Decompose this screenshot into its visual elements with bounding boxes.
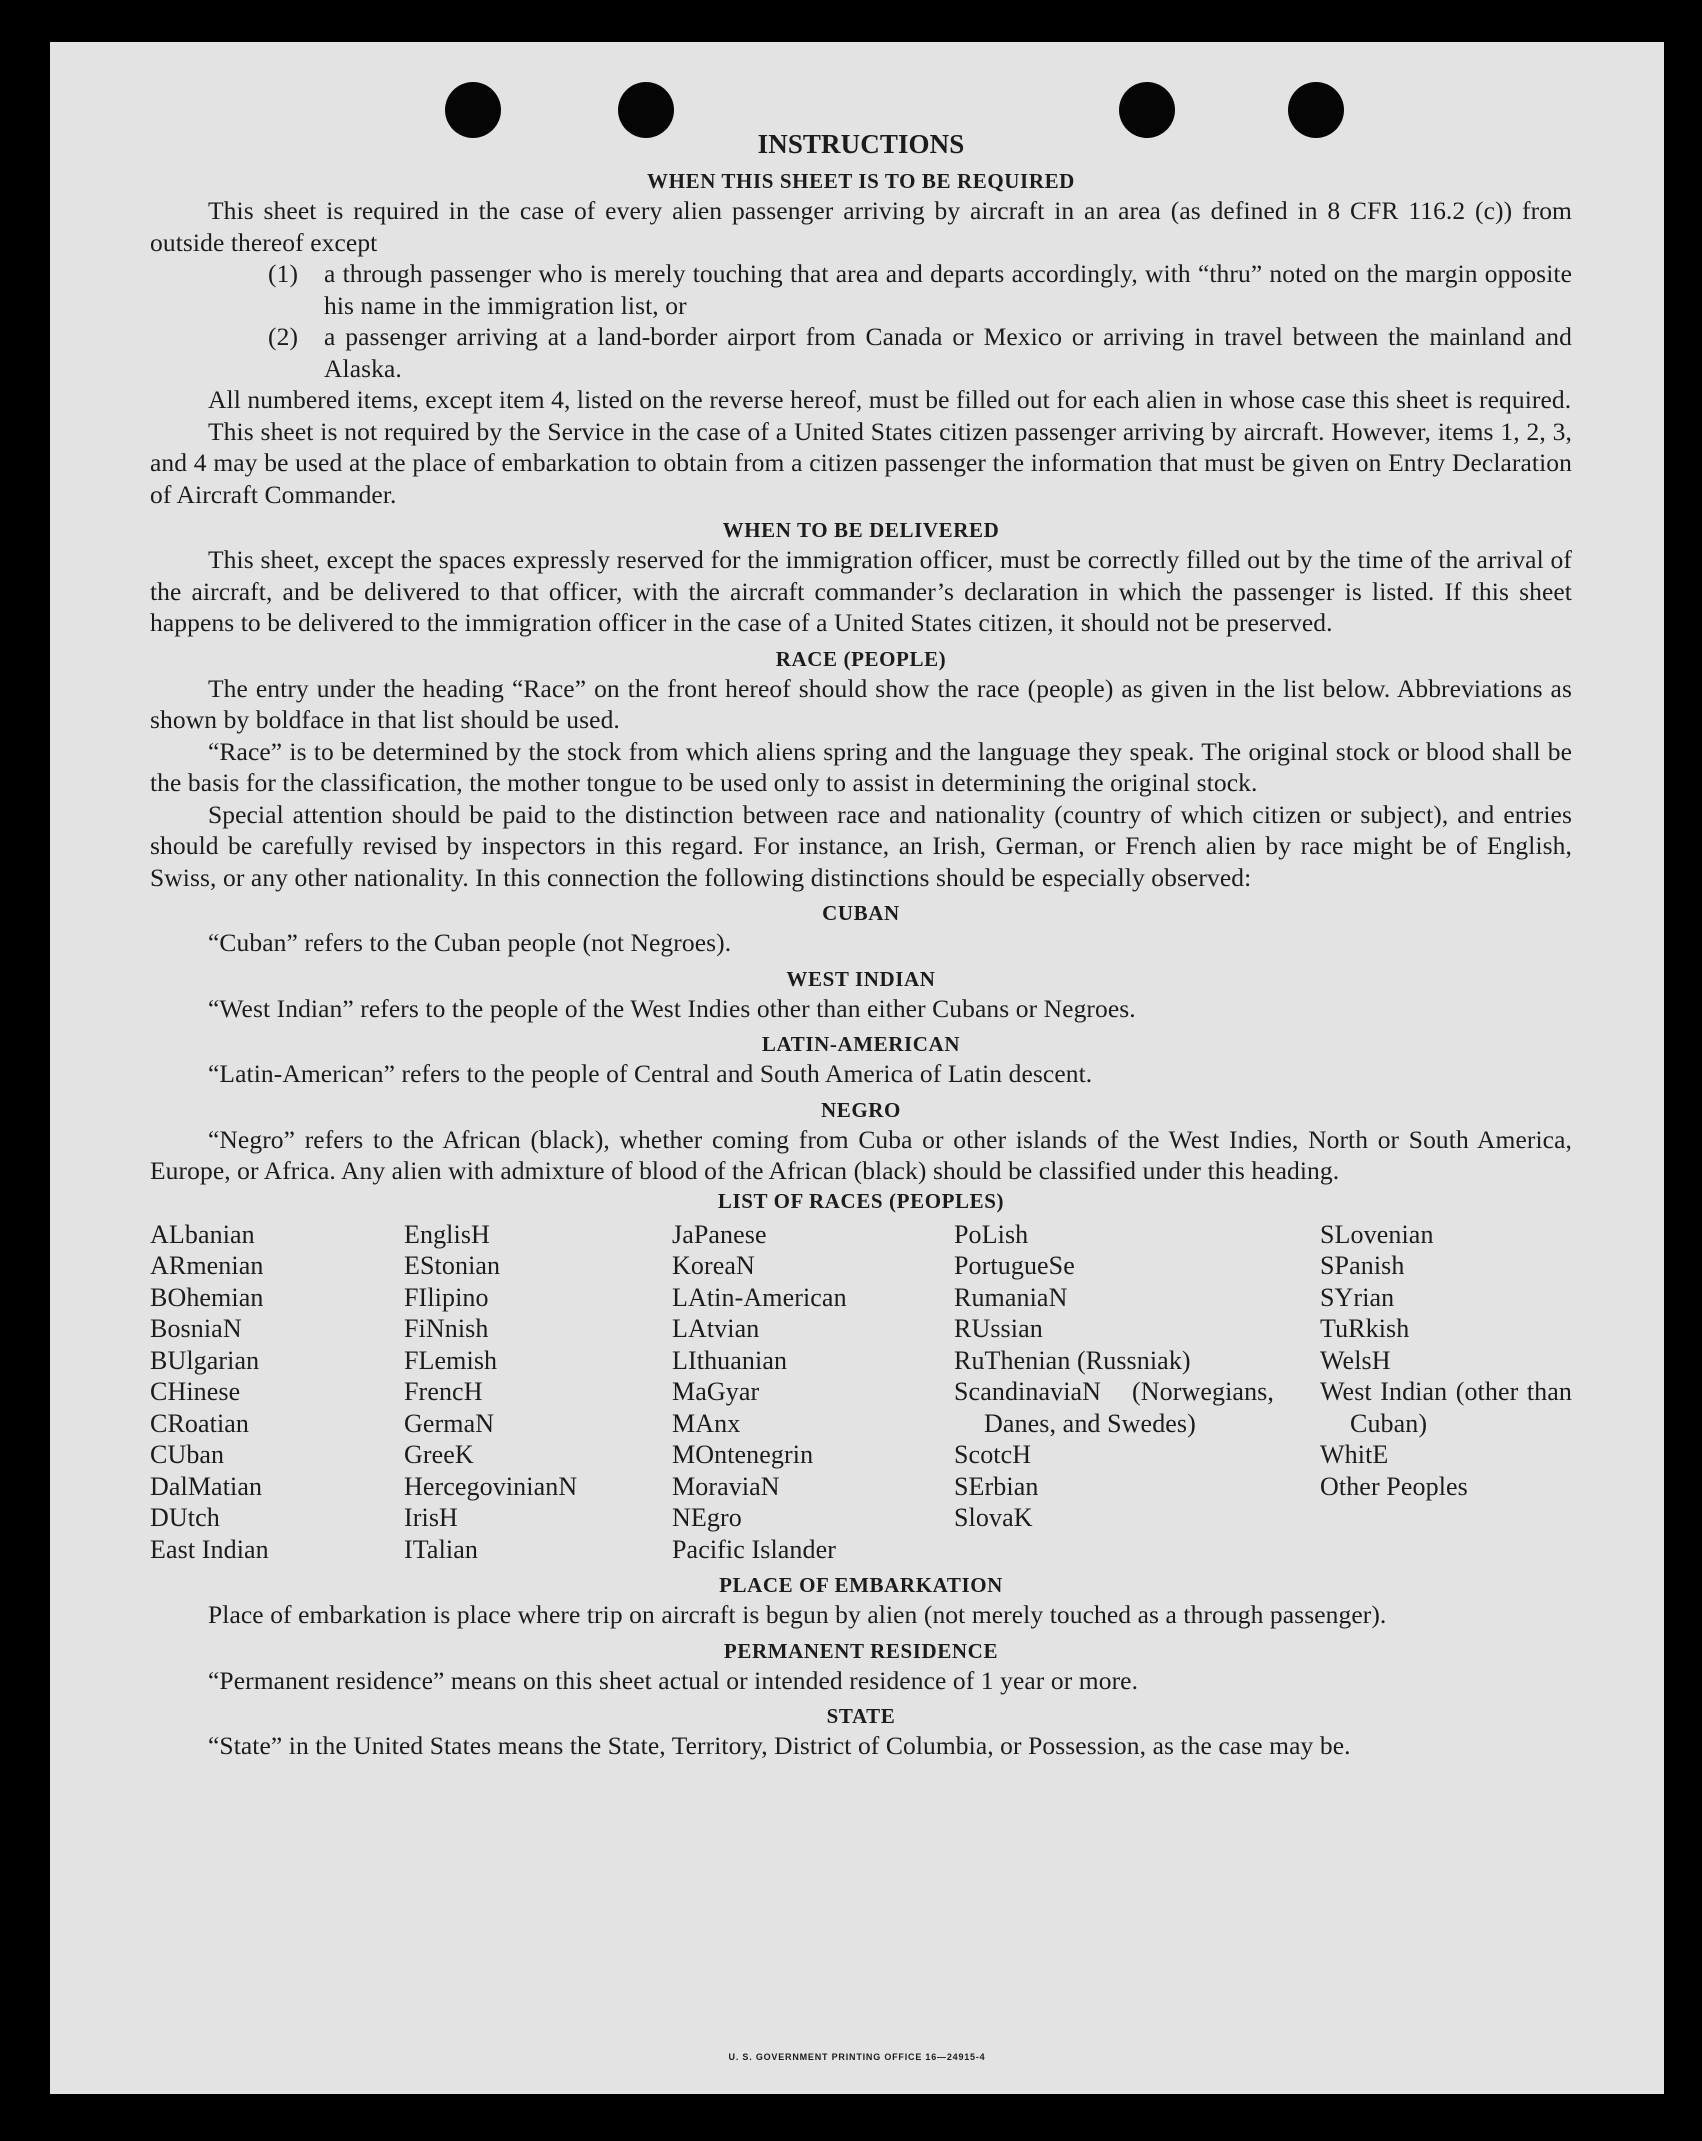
race-entry: MOntenegrin xyxy=(672,1440,814,1469)
race-entry: EnglisH xyxy=(404,1219,490,1249)
races-table xyxy=(150,1219,1572,1566)
race-entry: LAtin-American xyxy=(672,1282,847,1312)
race-entry: NEgro xyxy=(672,1503,742,1532)
paragraph: “State” in the United States means the State, Territory, District of Columbia, or Possession, as the case may be. xyxy=(208,1731,1351,1760)
race-entry: ALbanian xyxy=(150,1219,255,1249)
race-entry: HercegovinianN xyxy=(404,1471,578,1501)
paragraph: Special attention should be paid to the distinction between race and nationality (country of which citizen or subject), and entries should be carefully revised by inspectors in this regard. For instance, an Irish, German, or French alien by race might be of English, Swiss, or any other nationality. In this connection the following distinctions should be especially observed: xyxy=(150,799,1572,892)
race-entry: SlovaK xyxy=(954,1503,1033,1532)
race-entry: DUtch xyxy=(150,1503,220,1532)
race-entry: West Indian (other than Cuban) xyxy=(1320,1377,1572,1438)
race-entry: GreeK xyxy=(404,1440,474,1469)
race-entry: CUban xyxy=(150,1440,225,1469)
race-entry: East Indian xyxy=(150,1534,269,1564)
paragraph: “Negro” refers to the African (black), whether coming from Cuba or other islands of the West Indies, North or South America, Europe, or Africa. Any alien with admixture of blood of the African (black) should be classified under this heading. xyxy=(150,1124,1572,1185)
section-heading-embarkation: PLACE OF EMBARKATION xyxy=(719,1573,1003,1597)
paragraph: “Latin-American” refers to the people of Central and South America of Latin descent. xyxy=(208,1059,1093,1088)
race-entry: DalMatian xyxy=(150,1471,263,1501)
race-entry: FrencH xyxy=(404,1377,483,1406)
race-entry: RuThenian (Russniak) xyxy=(954,1345,1191,1375)
race-entry: BOhemian xyxy=(150,1282,264,1312)
race-entry: BUlgarian xyxy=(150,1345,260,1375)
paragraph: All numbered items, except item 4, listed on the reverse hereof, must be filled out for each alien in whose case this sheet is required. xyxy=(208,385,1572,414)
race-entry: WhitE xyxy=(1320,1440,1389,1469)
race-entry: CHinese xyxy=(150,1377,241,1406)
page-title: INSTRUCTIONS xyxy=(757,129,965,159)
race-entry: Pacific Islander xyxy=(672,1534,837,1564)
race-entry: WelsH xyxy=(1320,1345,1391,1375)
race-entry: LIthuanian xyxy=(672,1345,788,1375)
race-entry: EStonian xyxy=(404,1251,501,1280)
race-entry: FLemish xyxy=(404,1345,498,1375)
race-entry: CRoatian xyxy=(150,1408,250,1438)
race-entry: TuRkish xyxy=(1320,1314,1410,1343)
race-entry: MaGyar xyxy=(672,1377,760,1406)
race-entry: RUssian xyxy=(954,1314,1043,1343)
race-entry: JaPanese xyxy=(672,1219,767,1249)
race-entry: SPanish xyxy=(1320,1251,1405,1280)
paragraph: “West Indian” refers to the people of the West Indies other than either Cubans or Negroes. xyxy=(208,993,1136,1023)
races-column-4 xyxy=(954,1219,1320,1566)
instructions-content xyxy=(150,127,1572,1762)
race-entry: BosniaN xyxy=(150,1314,242,1343)
paragraph: The entry under the heading “Race” on the front hereof should show the race (people) as given in the list below. Abbreviations as shown by boldface in that list should be used. xyxy=(150,673,1572,734)
race-entry: ITalian xyxy=(404,1534,478,1564)
paragraph: “Cuban” refers to the Cuban people (not Negroes). xyxy=(208,928,732,957)
section-heading-list-of-races: LIST OF RACES (PEOPLES) xyxy=(717,1188,1005,1213)
section-heading-negro: NEGRO xyxy=(820,1097,901,1122)
paragraph: Place of embarkation is place where trip on aircraft is begun by alien (not merely touched as a through passenger). xyxy=(208,1600,1387,1629)
item-text: a through passenger who is merely touching that area and departs accordingly, with “thru” noted on the margin opposite his name in the immigration list, or xyxy=(324,259,1572,320)
race-entry: SLovenian xyxy=(1320,1219,1434,1249)
section-heading-delivered: WHEN TO BE DELIVERED xyxy=(722,518,1000,542)
section-heading-west-indian: WEST INDIAN xyxy=(786,966,936,991)
item-text: a passenger arriving at a land-border airport from Canada or Mexico or arriving in travel between the mainland and Alaska. xyxy=(324,322,1572,383)
document-page xyxy=(50,42,1664,2094)
race-entry: ScotcH xyxy=(954,1440,1032,1469)
race-entry: MoraviaN xyxy=(672,1471,780,1501)
race-entry: IrisH xyxy=(404,1503,458,1532)
races-column-5 xyxy=(1320,1219,1572,1566)
item-number: (2) xyxy=(268,322,299,351)
section-heading-cuban: CUBAN xyxy=(822,901,900,925)
section-heading-latin-american: LATIN-AMERICAN xyxy=(761,1032,961,1056)
list-item xyxy=(150,258,1572,321)
section-heading-required: WHEN THIS SHEET IS TO BE REQUIRED xyxy=(647,169,1075,193)
race-entry: GermaN xyxy=(404,1408,495,1438)
item-number: (1) xyxy=(268,259,299,288)
section-heading-residence: PERMANENT RESIDENCE xyxy=(723,1638,999,1663)
race-entry: FiNnish xyxy=(404,1314,489,1343)
races-column-1 xyxy=(150,1219,404,1566)
paragraph: This sheet is required in the case of every alien passenger arriving by aircraft in an area (as defined in 8 CFR 116.2 (c)) from outside thereof except xyxy=(150,196,1572,257)
race-entry: Other Peoples xyxy=(1320,1471,1468,1501)
race-entry: LAtvian xyxy=(672,1314,760,1343)
list-item xyxy=(150,321,1572,384)
race-entry: SYrian xyxy=(1320,1282,1395,1312)
race-entry: RumaniaN xyxy=(954,1282,1068,1312)
race-entry: FIlipino xyxy=(404,1282,489,1312)
race-entry: ScandinaviaN (Norwegians, Danes, and Swedes) xyxy=(954,1377,1274,1438)
race-entry: ARmenian xyxy=(150,1251,264,1280)
paragraph: “Permanent residence” means on this sheet actual or intended residence of 1 year or more. xyxy=(208,1665,1139,1695)
race-entry: PoLish xyxy=(954,1219,1029,1249)
races-column-2 xyxy=(404,1219,672,1566)
paragraph: This sheet, except the spaces expressly reserved for the immigration officer, must be correctly filled out by the time of the arrival of the aircraft, and be delivered to that officer, with the aircraft commander’s declaration in which the passenger is listed. If this sheet happens to be delivered to the immigration officer in the case of a United States citizen, it should not be preserved. xyxy=(150,545,1572,637)
races-column-3 xyxy=(672,1219,954,1566)
race-entry: MAnx xyxy=(672,1408,741,1438)
race-entry: KoreaN xyxy=(672,1251,755,1280)
paragraph: This sheet is not required by the Service in the case of a United States citizen passenger arriving by aircraft. However, items 1, 2, 3, and 4 may be used at the place of embarkation to obtain from a citizen passenger the information that must be given on Entry Declaration of Aircraft Commander. xyxy=(150,416,1572,509)
paragraph: “Race” is to be determined by the stock from which aliens spring and the language they speak. The original stock or blood shall be the basis for the classification, the mother tongue to be used only to assist in determining the original stock. xyxy=(150,736,1572,797)
section-heading-race: RACE (PEOPLE) xyxy=(775,646,947,671)
race-entry: PortugueSe xyxy=(954,1251,1075,1280)
race-entry: SErbian xyxy=(954,1471,1039,1501)
printer-imprint: U. S. GOVERNMENT PRINTING OFFICE 16—24915-4 xyxy=(728,2052,986,2062)
section-heading-state: STATE xyxy=(826,1704,896,1728)
